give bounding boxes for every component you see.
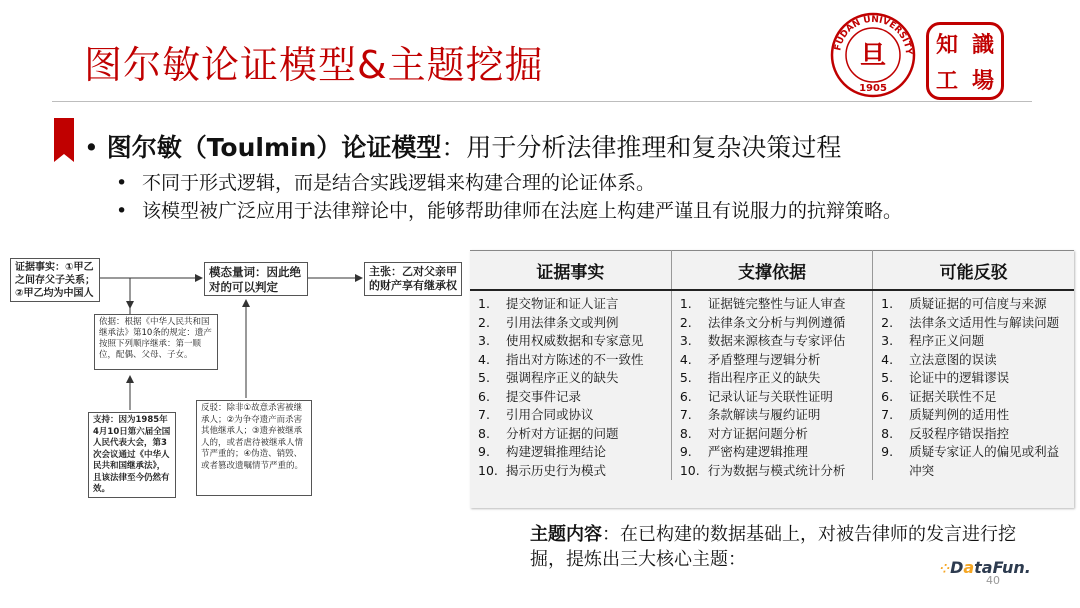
sub-bullet-text: 不同于形式逻辑，而是结合实践逻辑来构建合理的论证体系。 [142,172,656,194]
item-text: 证据链完整性与证人审查 [707,296,846,311]
facts-list [478,295,665,480]
bullet-marker-bar [54,118,74,154]
item-number: 3. [881,333,894,348]
list-item [478,462,665,481]
item-text: 指出程序正义的缺失 [707,370,821,385]
rebuttal-box: 反驳：除非①故意杀害被继承人；②为争夺遗产而杀害其他继承人；③遗弃被继承人的，或者虐待被继承人情节严重的；④伪造、销毁、或者篡改遗嘱情节严重的。 [196,400,312,496]
item-number: 5. [679,370,692,385]
list-item [680,443,866,462]
item-text: 条款解读与履约证明 [707,407,821,422]
item-number: 2. [679,314,692,330]
item-number: 1. [478,296,490,311]
item-text: 行为数据与模式统计分析 [707,462,846,478]
list-item [881,369,1068,388]
list-item [680,388,866,407]
item-text: 严密构建逻辑推理 [707,444,808,459]
item-number: 6. [679,388,692,404]
item-number: 9. [679,444,692,459]
list-item [881,332,1068,351]
col-header-rebuttal: 可能反驳 [873,251,1074,291]
item-number: 8. [478,425,490,441]
item-number: 6. [478,388,490,404]
item-text: 立法意图的误读 [909,351,997,367]
item-text: 法律条文分析与判例遵循 [707,314,846,330]
item-text: 反驳程序错误指控 [909,425,1010,441]
item-text: 论证中的逻辑谬误 [909,370,1010,385]
slide-title: 图尔敏论证模型&主题挖掘 [84,43,544,87]
list-item [478,332,665,351]
item-text: 引用合同或协议 [506,407,594,422]
list-item [680,425,866,444]
page-number: 40 [986,574,1000,587]
item-number: 7. [881,407,894,422]
item-number: 4. [881,351,894,367]
list-item [478,314,665,333]
item-text: 提交物证和证人证言 [506,296,619,311]
item-text: 构建逻辑推理结论 [506,444,607,459]
list-item [478,425,665,444]
main-bullet [84,128,841,164]
item-text: 强调程序正义的缺失 [506,370,619,385]
warrant-box: 依据：根据《中华人民共和国继承法》第10条的规定：遗产按照下列顺序继承：第一顺位，配偶、父母、子女。 [94,314,218,370]
list-item [881,351,1068,370]
item-text: 质疑专家证人的偏见或利益冲突 [909,444,1060,478]
item-text: 分析对方证据的问题 [506,425,619,441]
list-item [881,425,1068,444]
item-number: 5. [478,370,490,385]
item-number: 3. [679,333,692,348]
item-text: 质疑判例的适用性 [909,407,1010,422]
list-item [478,369,665,388]
list-item [881,443,1068,480]
item-text: 引用法律条文或判例 [506,314,619,330]
item-text: 法律条文适用性与解读问题 [909,314,1060,330]
logo-char: 場 [971,67,994,94]
evidence-table [470,250,1074,480]
item-text: 提交事件记录 [506,388,582,404]
evidence-table-card [470,250,1074,508]
list-item [478,388,665,407]
list-item [680,462,866,481]
list-item [680,406,866,425]
item-number: 7. [679,407,692,422]
sub-bullet-text: 该模型被广泛应用于法律辩论中，能够帮助律师在法庭上构建严谨且有说服力的抗辩策略。 [142,200,903,222]
col-header-facts: 证据事实 [470,251,671,291]
rebuttal-list [881,295,1068,480]
item-number: 4. [679,351,692,367]
item-number: 9. [881,444,894,459]
datafun-logo: ⁘DataFun. [940,558,1031,577]
logo-char: 工 [935,67,958,94]
logo-char: 知 [935,31,958,58]
list-item [478,406,665,425]
support-list [680,295,866,480]
facts-box: 证据事实：①甲乙之间存父子关系；②甲乙均为中国人 [10,258,100,302]
list-item [680,314,866,333]
item-text: 使用权威数据和专家意见 [506,333,644,348]
topic-text: ：在已构建的数据基础上，对被告律师的发言进行挖掘，提炼出三大核心主题： [530,524,1016,570]
main-bullet-rest: ：用于分析法律推理和复杂决策过程 [441,133,842,162]
item-number: 5. [881,370,894,385]
item-text: 对方证据问题分析 [707,425,808,441]
item-text: 矛盾整理与逻辑分析 [707,351,821,367]
item-number: 2. [478,314,490,330]
topic-label: 主题内容 [530,524,602,545]
modal-qualifier-box: 模态量词：因此绝对的可以判定 [204,262,308,296]
item-number: 10. [679,462,700,478]
fudan-university-logo [830,12,916,98]
list-item [881,314,1068,333]
list-item [478,295,665,314]
list-item [680,369,866,388]
item-number: 8. [881,425,894,441]
list-item [881,406,1068,425]
logo-char: 識 [971,31,994,58]
list-item [478,351,665,370]
item-text: 记录认证与关联性证明 [707,388,833,404]
main-bullet-bold: 图尔敏（Toulmin）论证模型 [106,133,442,162]
item-text: 数据来源核查与专家评估 [707,333,846,348]
list-item [680,295,866,314]
bullet-dot: • [84,133,107,162]
list-item [881,295,1068,314]
item-number: 1. [881,296,894,311]
item-text: 揭示历史行为模式 [506,462,607,478]
col-header-support: 支撑依据 [671,251,872,291]
item-number: 2. [881,314,894,330]
item-number: 10. [478,462,498,478]
svg-text:旦: 旦 [859,41,887,71]
toulmin-diagram [10,248,476,508]
claim-box: 主张：乙对父亲甲的财产享有继承权 [364,262,462,296]
datafun-dots-icon: ⁘ [940,562,951,576]
title-divider [52,101,1032,102]
item-number: 9. [478,444,490,459]
item-text: 质疑证据的可信度与来源 [909,296,1047,311]
item-number: 8. [679,425,692,441]
backing-box: 支持：因为1985年4月10日第六届全国人民代表大会，第3次会议通过《中华人民共和国继承法》，且该法律至今仍然有效。 [88,412,176,498]
list-item [881,388,1068,407]
item-text: 指出对方陈述的不一致性 [506,351,644,367]
item-number: 3. [478,333,490,348]
svg-text:FUDAN UNIVERSITY: FUDAN UNIVERSITY [833,14,914,56]
item-number: 6. [881,388,894,404]
list-item [478,443,665,462]
item-number: 7. [478,407,490,422]
list-item [680,351,866,370]
item-number: 1. [679,296,692,311]
sub-bullet-1: • 不同于形式逻辑，而是结合实践逻辑来构建合理的论证体系。 [120,172,1000,194]
zhishi-gongchang-logo [926,22,1004,100]
sub-bullet-2: • 该模型被广泛应用于法律辩论中，能够帮助律师在法庭上构建严谨且有说服力的抗辩策略。 [120,200,980,222]
item-text: 证据关联性不足 [909,388,997,404]
item-text: 程序正义问题 [909,333,985,348]
list-item [680,332,866,351]
item-number: 4. [478,351,490,367]
svg-text:1905: 1905 [859,83,887,94]
